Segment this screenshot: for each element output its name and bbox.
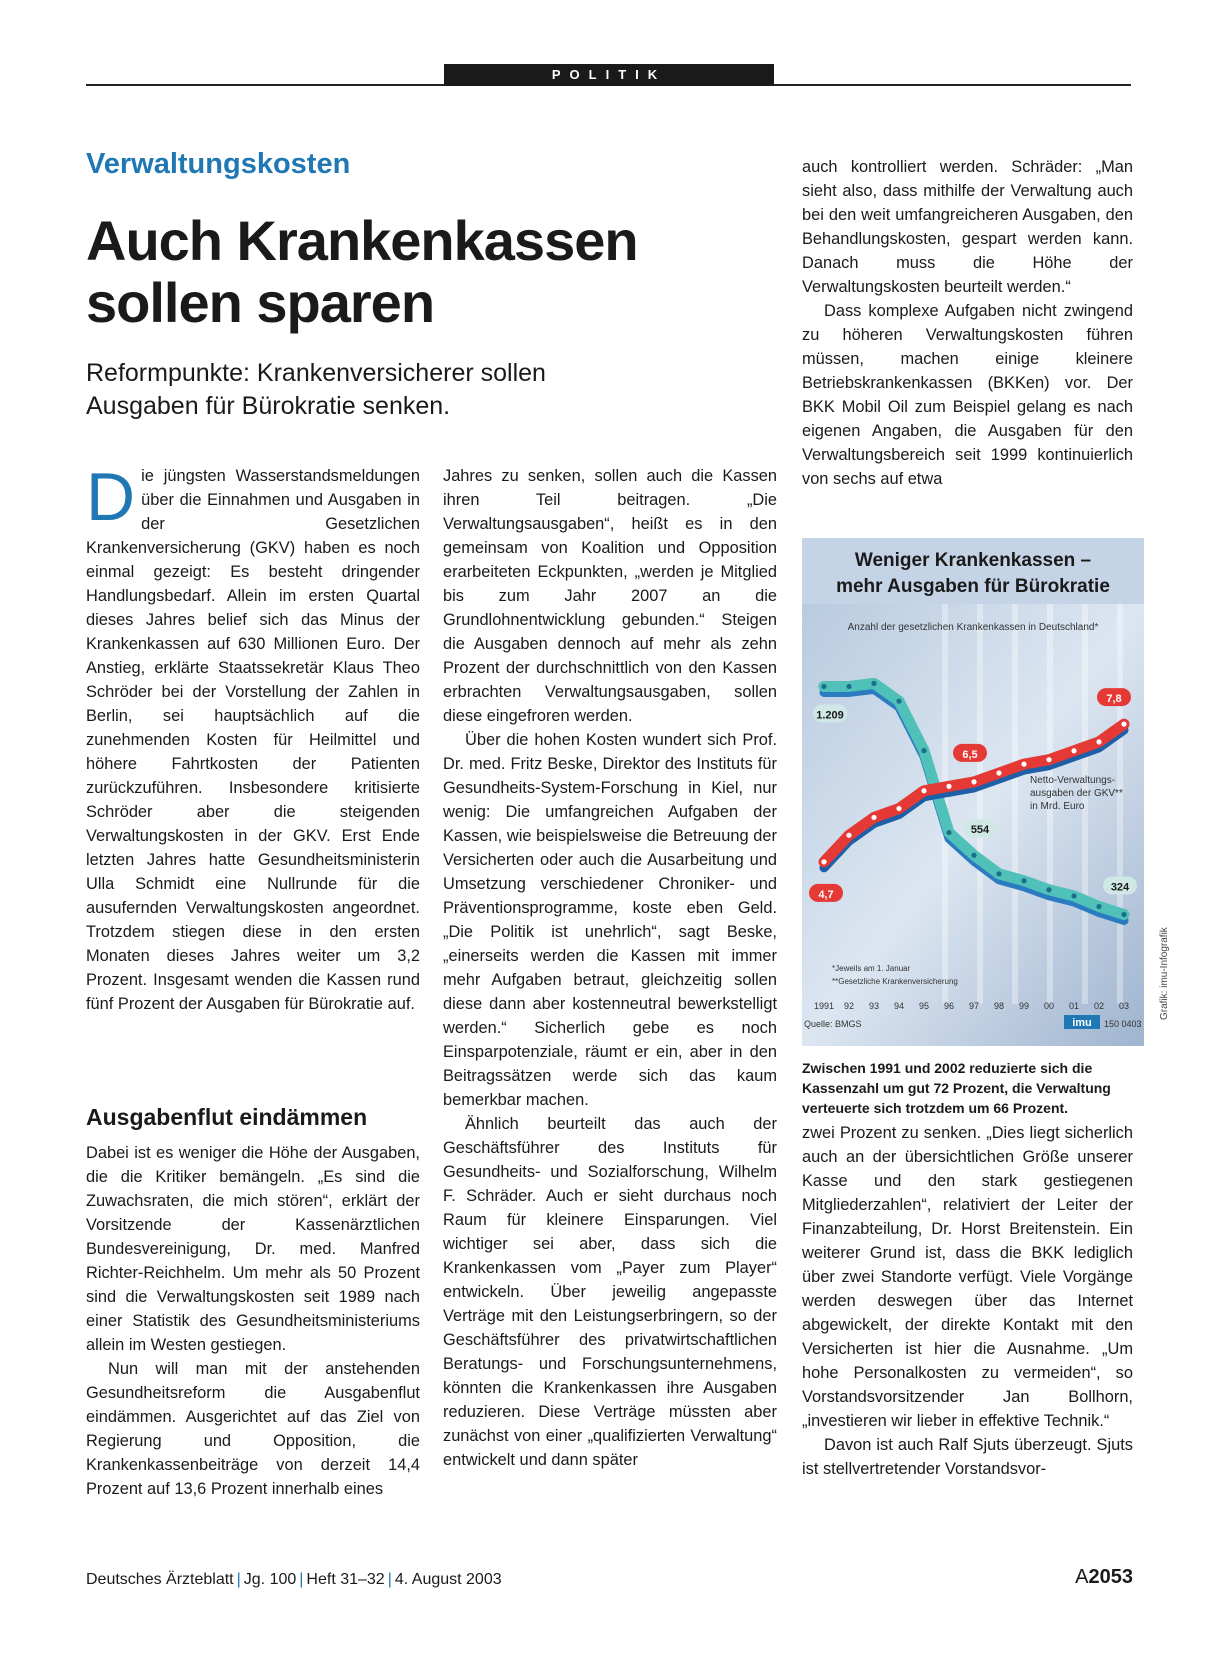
journal-issue: Heft 31–32 (306, 1571, 385, 1588)
chart-title-line-1: Weniger Krankenkassen – (854, 550, 1092, 571)
footer-separator: | (236, 1571, 241, 1588)
drop-cap: D (86, 459, 136, 535)
page-number (1075, 1566, 1133, 1589)
data-point (1021, 878, 1026, 883)
x-tick-label: 97 (968, 1001, 980, 1011)
article-headline: Auch Krankenkassen sollen sparen (86, 209, 638, 334)
data-point (846, 833, 851, 838)
x-tick-label: 1991 (813, 1001, 835, 1011)
data-point (971, 779, 976, 784)
x-tick-label: 94 (893, 1001, 905, 1011)
chart-footnote-2: **Gesetzliche Krankenversicherung (832, 977, 958, 986)
value-label: 554 (970, 824, 990, 837)
paragraph: Ähnlich beurteilt das auch der Geschäftsführer des Instituts für Gesundheits- und Sozialforschung, Wilhelm F. Schräder. Auch er sieht durchaus noch Raum für kleinere Einsparungen. Viel wichtiger sei aber, dass sich die Krankenkassen vom „Payer zum Player“ entwickeln. Über jeweilig angepasste Verträge mit den Leistungserbringern, so der Geschäftsführer des privatwirtschaftlichen Beratungs- und Forschungsunternehmens, könnten die Krankenkassen ihre Ausgaben reduzieren. Diese Verträge müssten aber zunächst von einer „qualifizierten Verwaltung“ entwickelt und dann später (443, 1115, 777, 1469)
page-number-value: 2053 (1088, 1566, 1133, 1588)
journal-date: 4. August 2003 (394, 1571, 502, 1588)
paragraph: zwei Prozent zu senken. „Dies liegt sicherlich auch an der übersichtlichen Größe unserer Kasse und den stark gestiegenen Mitgliederzahlen“, relativiert der Leiter der Finanzabteilung, Dr. Horst Breitenstein. Ein weiterer Grund ist, dass die BKK lediglich über zwei Standorte verfügt. Viele Vorgänge werden deswegen über das Internet abgewickelt, der direkte Kontakt mit den Versicherten ist hier die Ausnahme. „Um hohe Personalkosten zu vermeiden“, so Vorstandsvorsitzender Jan Bollhorn, „investieren wir lieber in effektive Technik.“ (802, 1124, 1133, 1430)
x-tick-label: 95 (918, 1001, 930, 1011)
data-point (1096, 904, 1101, 909)
page-footer (86, 1571, 502, 1589)
x-tick-label: 02 (1093, 1001, 1105, 1011)
data-point (896, 699, 901, 704)
legend-text-line-2: ausgaben der GKV** (1030, 788, 1123, 799)
paragraph (86, 459, 420, 1016)
data-point (1121, 912, 1126, 917)
chart-code: 150 0403 (1104, 1019, 1142, 1029)
column-1-bottom (86, 1141, 420, 1501)
legend-text-line-1: Netto-Verwaltungs- (1030, 775, 1116, 786)
paragraph: Jahres zu senken, sollen auch die Kassen ihren Teil beitragen. „Die Verwaltungsausgaben“, heißt es in den gemeinsam von Koalition und Opposition erarbeiteten Eckpunkten, „werden je Mitglied bis zum Jahr 2007 an die Grundlohnentwicklung gebunden.“ Steigen die Ausgaben dennoch auf mehr als zehn Prozent der durchschnittlich von den Kassen erbrachten Verwaltungsausgaben, sollen diese eingefroren werden. (443, 467, 777, 725)
value-label: 324 (1110, 881, 1130, 894)
column-3-top (802, 155, 1133, 491)
footer-separator: | (387, 1571, 392, 1588)
data-point (846, 684, 851, 689)
paragraph: Über die hohen Kosten wundert sich Prof. Dr. med. Fritz Beske, Direktor des Instituts für Gesundheits-System-Forschung in Kiel, nur wenig: Die umfangreichen Aufgaben der Kassen, wie beispielsweise die Betreuung der Versicherten oder auch die Ausarbeitung und Umsetzung verschiedener Chroniker- und Präventionsprogramme, koste eben Geld. „Die Politik ist unehrlich“, sagt Beske, „einerseits werden die Kassen mit immer mehr Aufgaben betraut, gleichzeitig sollen diese dann aber kostenneutral bewerkstelligt werden.“ Sicherlich gebe es noch Einsparpotenziale, räumt er ein, aber in den Beitragssätzen werde sich das kaum bemerkbar machen. (443, 731, 777, 1109)
x-tick-label: 03 (1118, 1001, 1130, 1011)
data-point (871, 681, 876, 686)
column-3-bottom (802, 1121, 1133, 1481)
data-point (896, 806, 901, 811)
data-point (821, 859, 826, 864)
value-label: 4,7 (818, 888, 834, 901)
subheading: Ausgabenflut eindämmen (86, 1104, 368, 1130)
value-label: 6,5 (962, 748, 978, 761)
data-point (971, 853, 976, 858)
section-label: POLITIK (444, 64, 774, 86)
paragraph: Dabei ist es weniger die Höhe der Ausgaben, die die Kritiker bemängeln. „Es sind die Zuwachsraten, die mich stören“, erklärt der Vorsitzende der Kassenärztlichen Bundesvereinigung, Dr. med. Manfred Richter-Reichhelm. Um mehr als 50 Prozent sind die Verwaltungskosten seit 1989 nach einer Statistik des Gesundheitsministeriums allein im Westen gestiegen. (86, 1144, 420, 1354)
paragraph: Nun will man mit der anstehenden Gesundheitsreform die Ausgabenflut eindämmen. Ausgerichtet auf das Ziel von Regierung und Opposition, die Krankenkassenbeiträge von derzeit 14,4 Prozent auf 13,6 Prozent innerhalb eines (86, 1360, 420, 1498)
data-point (1071, 748, 1076, 753)
paragraph: auch kontrolliert werden. Schräder: „Man sieht also, dass mithilfe der Verwaltung auch bei den weit umfangreicheren Ausgaben, den Behandlungskosten, gespart werden kann. Danach muss die Höhe der Verwaltungskosten beurteilt werden.“ (802, 158, 1133, 296)
column-2 (443, 464, 777, 1472)
x-tick-label: 00 (1043, 1001, 1055, 1011)
x-tick-label: 96 (943, 1001, 955, 1011)
chart-source: Quelle: BMGS (804, 1019, 862, 1029)
x-tick-label: 93 (868, 1001, 880, 1011)
x-tick-label: 98 (993, 1001, 1005, 1011)
data-point (996, 770, 1001, 775)
chart-subtitle: Anzahl der gesetzlichen Krankenkassen in Deutschland* (847, 622, 1099, 633)
data-point (821, 684, 826, 689)
chart-figure (802, 538, 1166, 1046)
value-label: 1.209 (816, 709, 844, 722)
data-point (921, 748, 926, 753)
journal-name: Deutsches Ärzteblatt (86, 1571, 234, 1588)
column-1-top (86, 459, 420, 1016)
imu-logo-text: imu (1072, 1017, 1092, 1029)
data-point (1046, 887, 1051, 892)
data-point (996, 871, 1001, 876)
footer-separator: | (299, 1571, 304, 1588)
paragraph: Davon ist auch Ralf Sjuts überzeugt. Sjuts ist stellvertretender Vorstandsvor- (802, 1436, 1133, 1478)
page-prefix: A (1075, 1566, 1089, 1588)
data-point (921, 788, 926, 793)
paragraph-text: ie jüngsten Wasserstandsmeldungen über die Einnahmen und Ausgaben in der Gesetzlichen Krankenversicherung (GKV) haben es noch einmal gezeigt: Es besteht dringender Handlungsbedarf. Allein im ersten Quartal dieses Jahres belief sich das Minus der Krankenkassen auf 630 Millionen Euro. Der Anstieg, erklärte Staatssekretär Klaus Theo Schröder bei der Vorstellung der Zahlen in Berlin, sei hauptsächlich auf die zunehmenden Kosten für Heilmittel und höhere Fahrtkosten der Patienten zurückzuführen. Insbesondere kritisierte Schröder aber die steigenden Verwaltungskosten in der GKV. Erst Ende letzten Jahres hatte Gesundheitsministerin Ulla Schmidt eine Nullrunde für die ausufernden Verwaltungskosten angeordnet. Trotzdem stiegen diese in den ersten Monaten dieses Jahres weiter um 3,2 Prozent. Insgesamt wenden die Kassen rund fünf Prozent der Ausgaben für Bürokratie auf. (86, 467, 420, 1013)
figure-credit: Grafik: imu-Infografik (1159, 927, 1170, 1020)
data-point (1021, 762, 1026, 767)
chart-title-line-2: mehr Ausgaben für Bürokratie (836, 576, 1110, 597)
journal-volume: Jg. 100 (243, 1571, 297, 1588)
data-point (1046, 757, 1051, 762)
data-point (1121, 722, 1126, 727)
article-kicker: Verwaltungskosten (86, 148, 351, 180)
x-tick-label: 92 (843, 1001, 855, 1011)
chart-svg (802, 538, 1144, 1046)
value-label: 7,8 (1106, 693, 1122, 706)
data-point (871, 815, 876, 820)
x-tick-label: 99 (1018, 1001, 1030, 1011)
legend-text-line-3: in Mrd. Euro (1030, 801, 1085, 812)
chart-footnote-1: *Jeweils am 1. Januar (832, 964, 911, 973)
data-point (946, 784, 951, 789)
paragraph: Dass komplexe Aufgaben nicht zwingend zu höheren Verwaltungskosten führen müssen, machen einige kleinere Betriebskrankenkassen (BKKen) vor. Der BKK Mobil Oil zum Beispiel gelang es nach eigenen Angaben, die Ausgaben für den Verwaltungsbereich seit 1999 kontinuierlich von sechs auf etwa (802, 302, 1133, 488)
data-point (946, 830, 951, 835)
data-point (1096, 739, 1101, 744)
article-subhead: Reformpunkte: Krankenversicherer sollen Ausgaben für Bürokratie senken. (86, 359, 546, 420)
x-tick-label: 01 (1068, 1001, 1080, 1011)
figure-caption: Zwischen 1991 und 2002 reduzierte sich die Kassenzahl um gut 72 Prozent, die Verwaltung verteuerte sich trotzdem um 66 Prozent. (802, 1060, 1111, 1116)
data-point (1071, 893, 1076, 898)
